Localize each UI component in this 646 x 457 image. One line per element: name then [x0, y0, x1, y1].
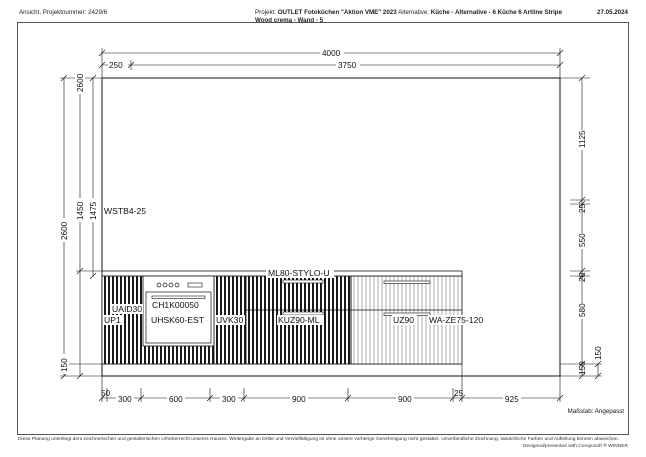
scale-label: Maßstab: Angepasst	[567, 408, 624, 415]
dimension-right	[560, 75, 602, 379]
dim-left-1475: 1475	[89, 201, 98, 220]
dim-bot-1: 300	[118, 395, 132, 404]
dim-left-150: 150	[60, 358, 69, 372]
label-uvk: UVK30	[216, 315, 244, 325]
dim-top-total: 4000	[322, 49, 341, 58]
dim-top-b: 3750	[338, 61, 357, 70]
footer-copyright-note: Diese Planung unterliegt dem zeichnerischen und gestalterischen Urheberrecht unseres Hauses. Weitergabe an Dritte und Vervielfältigung ist ohne unsere vorherige Genehmigung nicht gestattet. Unverbindliche Zeichnung, tatsächliche Farben und Aufteilung können abweichen.	[18, 437, 620, 442]
label-wall-shelf: WSTB4-25	[104, 206, 147, 216]
alt-title: Küche - Alternative - 6 Küche 6 Artline Stripe	[430, 9, 563, 16]
label-uaid: UAID30	[112, 304, 143, 314]
dim-bot-5: 900	[398, 395, 412, 404]
label-uz: UZ90	[393, 315, 415, 325]
dim-right-150: 150	[578, 361, 587, 375]
dim-right-25: 25	[578, 203, 587, 213]
dim-left-2600: 2600	[76, 73, 85, 92]
label-oven: CH1K00050	[152, 300, 199, 310]
alt-prefix: Alternative:	[398, 9, 430, 16]
dim-bot-50: 50	[101, 389, 111, 398]
dim-right-20: 20	[578, 272, 587, 282]
handle-2	[384, 281, 430, 284]
dim-bot-3: 300	[222, 395, 236, 404]
dim-bot-25: 25	[454, 389, 464, 398]
footer-brand: Designed/presented with Compusoft ® WINNER	[523, 444, 628, 449]
label-wa: WA-ZE75-120	[429, 315, 484, 325]
dim-left-2600b: 2600	[60, 221, 69, 240]
header-date: 27.05.2024	[597, 9, 628, 16]
label-up: UP1	[104, 315, 121, 325]
handle-1	[283, 280, 323, 283]
dim-right-550: 550	[578, 233, 587, 247]
project-subtitle: Wood crema - Wand - 5	[255, 17, 324, 24]
dim-right-1125: 1125	[578, 130, 587, 148]
oven-handle	[152, 296, 205, 299]
dim-right-150b: 150	[594, 346, 603, 360]
project-prefix: Projekt:	[255, 9, 276, 16]
project-title: OUTLET Fotoküchen "Aktion VME" 2023	[277, 9, 397, 16]
dim-bot-2: 600	[169, 395, 183, 404]
dim-bot-4: 900	[292, 395, 306, 404]
label-oven-cabinet: UHSK60-EST	[151, 315, 205, 325]
header-view-label: Ansicht, Projektnummer: 2429/6	[19, 9, 108, 16]
label-kuz: KUZ90-ML	[278, 315, 320, 325]
dim-left-1450: 1450	[76, 201, 85, 220]
dim-bot-6: 925	[505, 395, 519, 404]
label-worktop: ML80-STYLO-U	[268, 268, 330, 278]
dim-right-580: 580	[578, 303, 587, 317]
dim-top-a: 250	[109, 61, 123, 70]
